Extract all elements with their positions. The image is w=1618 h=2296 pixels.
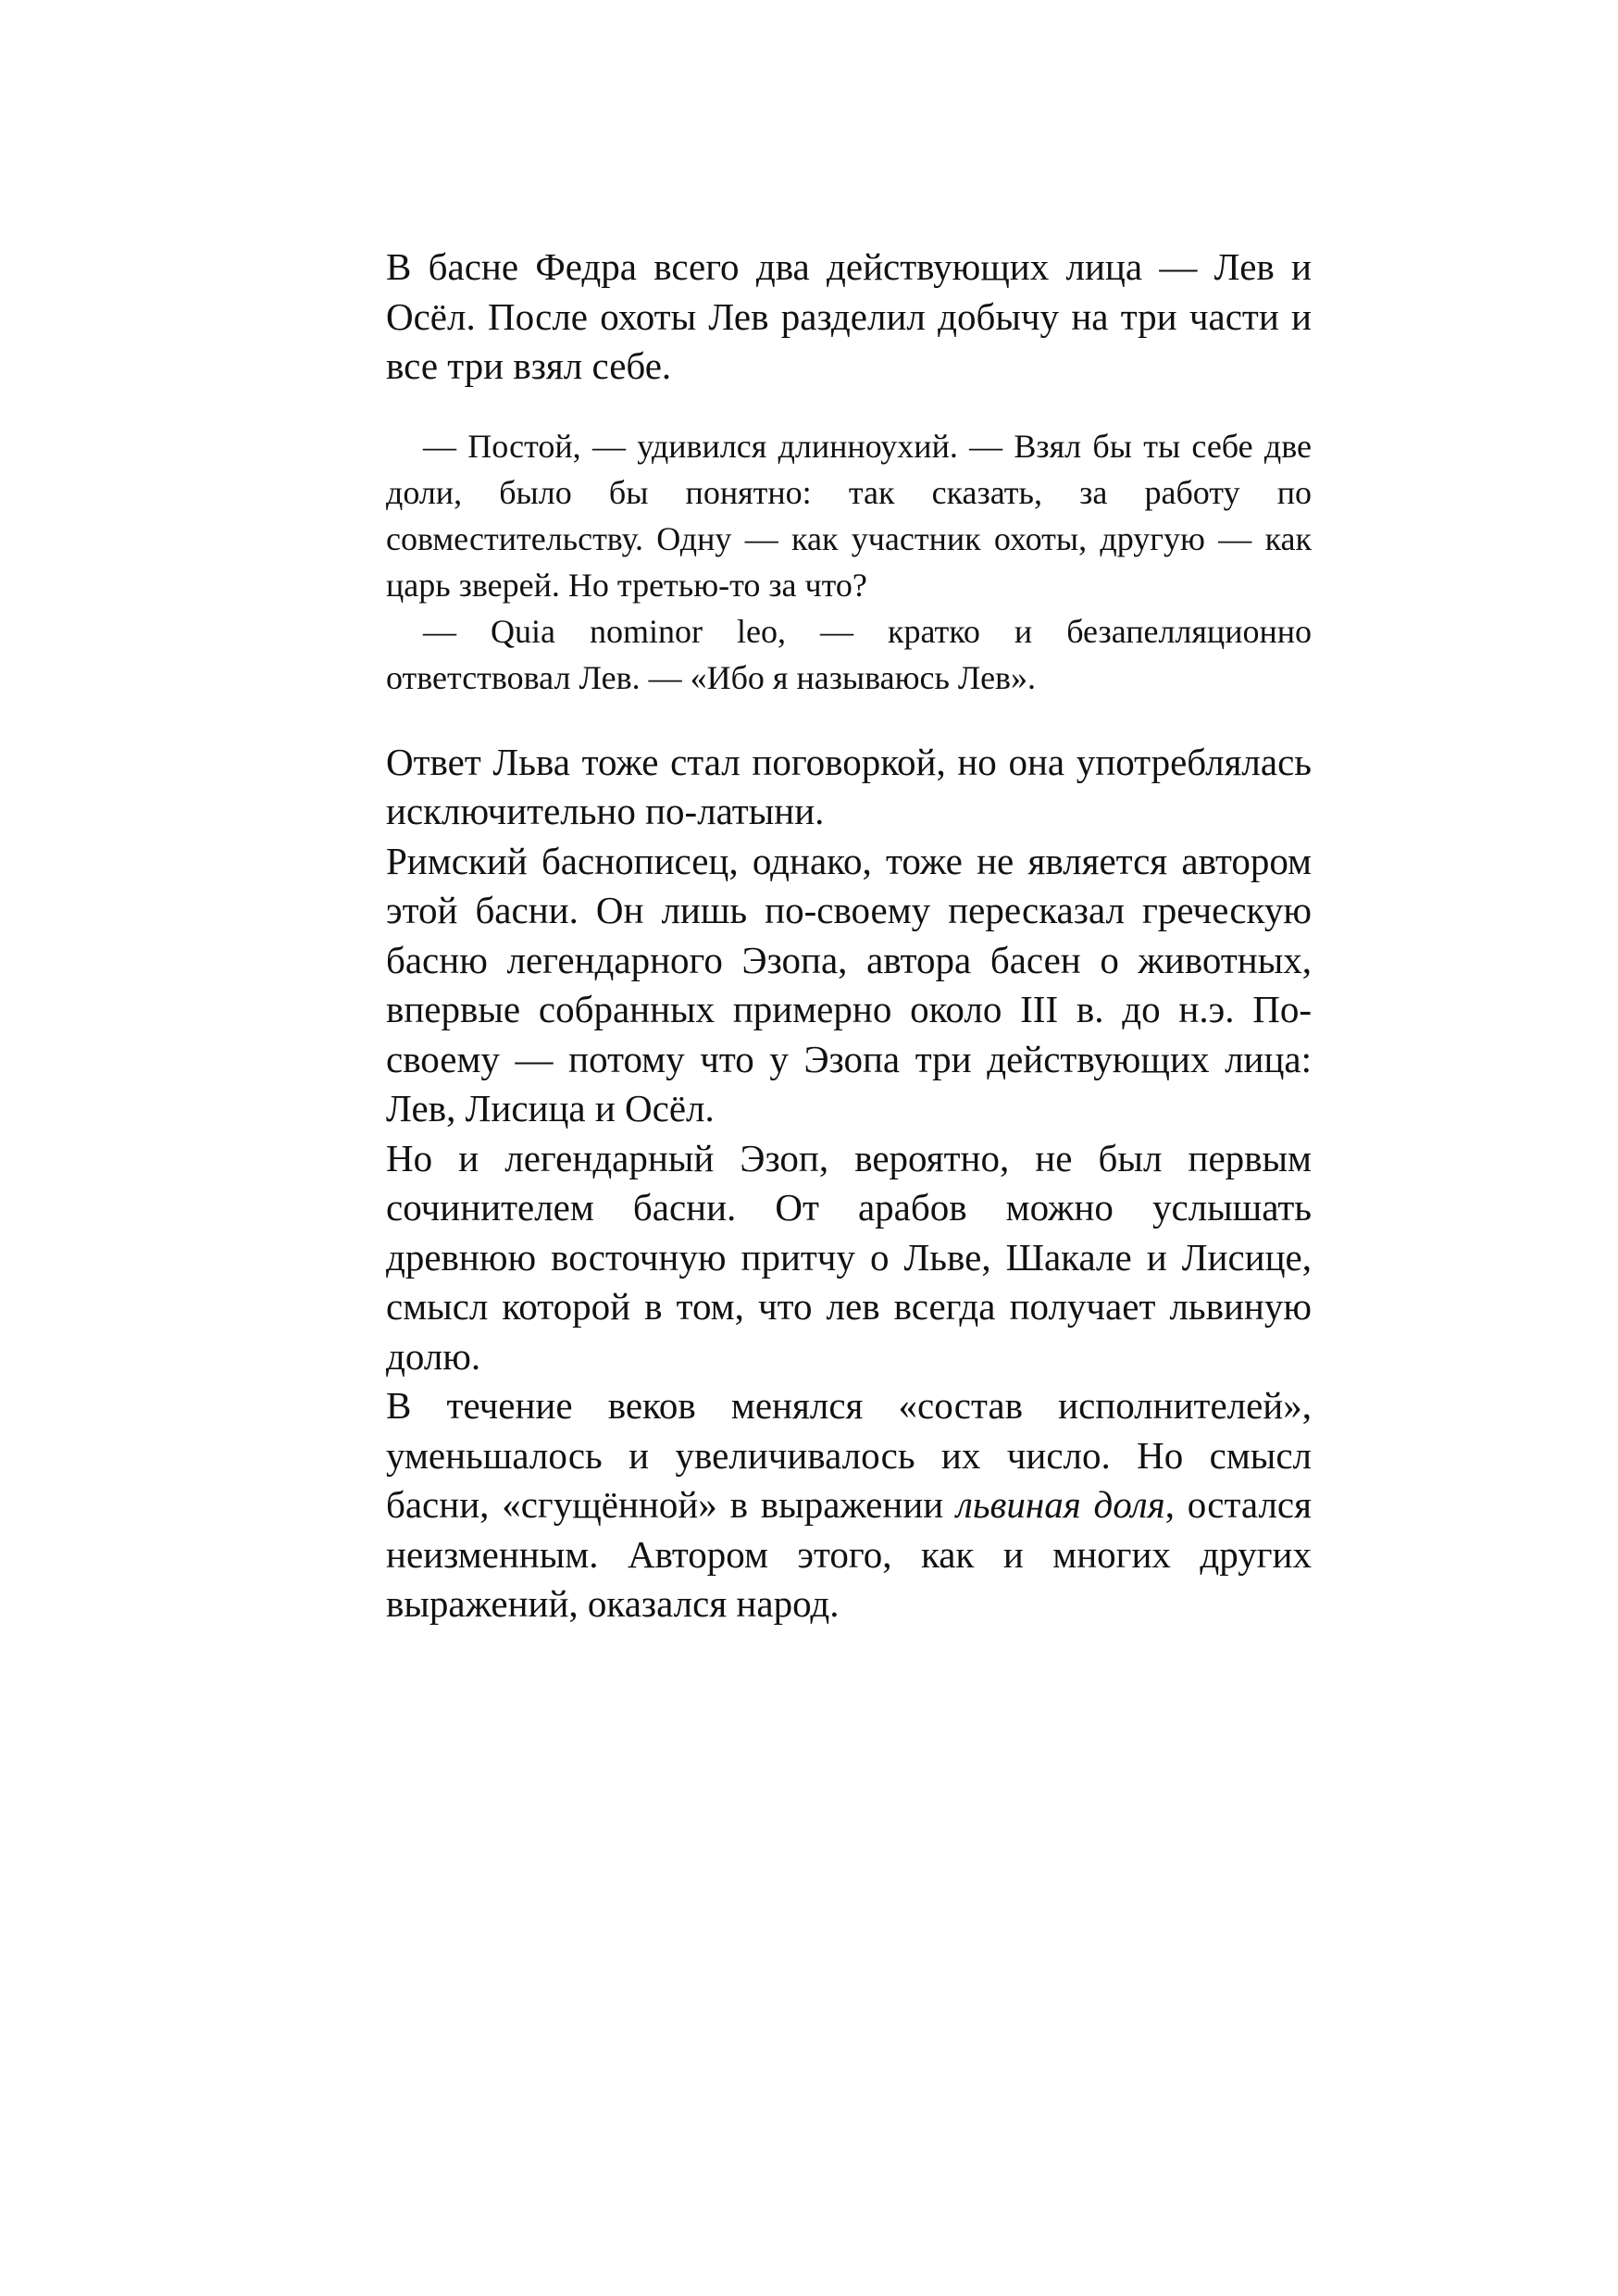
italic-phrase: львиная доля [956,1483,1165,1526]
final-text-before: В течение веков менялся «состав исполнителей», уменьшалось и увеличивалось их число. Но смысл басни, «сгущённой» в выражении [386,1384,1312,1526]
final-text-after: , остался неизменным. Автором этого, как и многих других выражений, оказался народ. [386,1483,1312,1625]
dialogue-block [386,423,1312,701]
body-block [386,738,1312,1629]
dialogue-line-1: — Постой, — удивился длинноухий. — Взял бы ты себе две доли, было бы понятно: так сказать, за работу по совместительству. Одну — как участник охоты, другую — как царь зверей. Но третью-то за что? [386,427,1312,604]
intro-paragraph: В басне Федра всего два действующих лица — Лев и Осёл. После охоты Лев разделил добычу на три части и все три взял себе. [386,245,1312,387]
final-paragraph [386,1381,1312,1629]
dialogue-line-2: — Quia nominor leo, — кратко и безапелляционно ответствовал Лев. — «Ибо я называюсь Лев». [386,612,1312,696]
body-paragraph-3: Но и легендарный Эзоп, вероятно, не был первым сочинителем басни. От арабов можно услышать древнюю восточную притчу о Льве, Шакале и Лисице, смысл которой в том, что лев всегда получает львиную долю. [386,1136,1312,1378]
text-block [386,243,1312,1629]
body-paragraph-1: Ответ Льва тоже стал поговоркой, но она употреблялась исключительно по-латыни. [386,740,1312,832]
body-paragraph-2: Римский баснописец, однако, тоже не является автором этой басни. Он лишь по-своему пересказал греческую басню легендарного Эзопа, автора басен о животных, впервые собранных примерно около III в. до н.э. По-своему — потому что у Эзопа три действующих лица: Лев, Лисица и Осёл. [386,839,1312,1129]
